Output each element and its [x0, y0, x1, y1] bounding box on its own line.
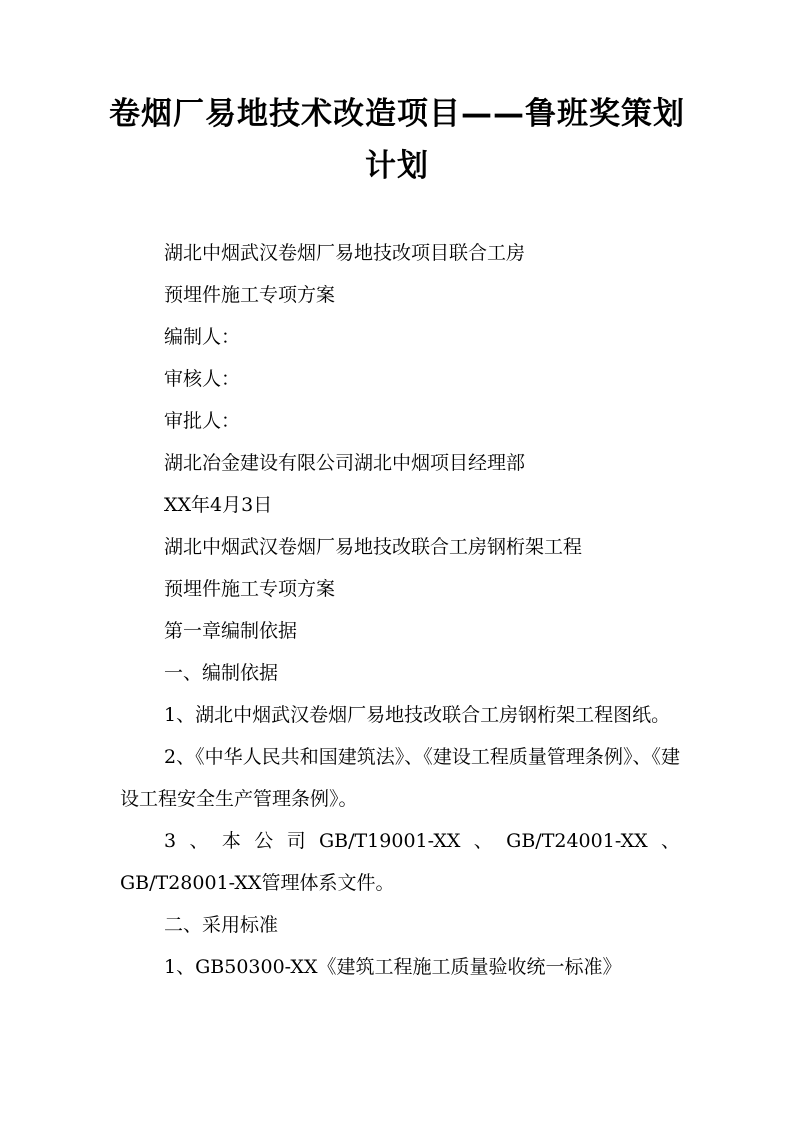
- basis-item-1: 1、湖北中烟武汉卷烟厂易地技改联合工房钢桁架工程图纸。: [164, 704, 671, 726]
- project-name-line: 湖北中烟武汉卷烟厂易地技改项目联合工房: [164, 242, 526, 264]
- approver-label: 审批人：: [164, 410, 241, 432]
- company-name: 湖北冶金建设有限公司湖北中烟项目经理部: [164, 452, 526, 474]
- document-title: 卷烟厂易地技术改造项目——鲁班奖策划计划: [109, 96, 685, 184]
- chapter-heading: 第一章编制依据: [164, 620, 298, 642]
- standard-item-1: 1、GB50300-XX《建筑工程施工质量验收统一标准》: [164, 956, 622, 978]
- plan-subtitle: 预埋件施工专项方案: [164, 578, 336, 600]
- section-heading-standards: 二、采用标准: [164, 914, 279, 936]
- compiler-label: 编制人：: [164, 326, 241, 348]
- document-date: XX年4月3日: [164, 494, 273, 516]
- basis-item-2: 2、《中华人民共和国建筑法》、《建设工程质量管理条例》、《建设工程安全生产管理条例》。: [120, 746, 680, 810]
- basis-item-3: 3、本公司GB/T19001-XX、GB/T24001-XX、GB/T28001-XX管理体系文件。: [120, 830, 680, 894]
- project-subtitle: 湖北中烟武汉卷烟厂易地技改联合工房钢桁架工程: [164, 536, 583, 558]
- plan-name-line: 预埋件施工专项方案: [164, 284, 336, 306]
- section-heading-basis: 一、编制依据: [164, 662, 279, 684]
- reviewer-label: 审核人：: [164, 368, 241, 390]
- document-body: [120, 232, 680, 988]
